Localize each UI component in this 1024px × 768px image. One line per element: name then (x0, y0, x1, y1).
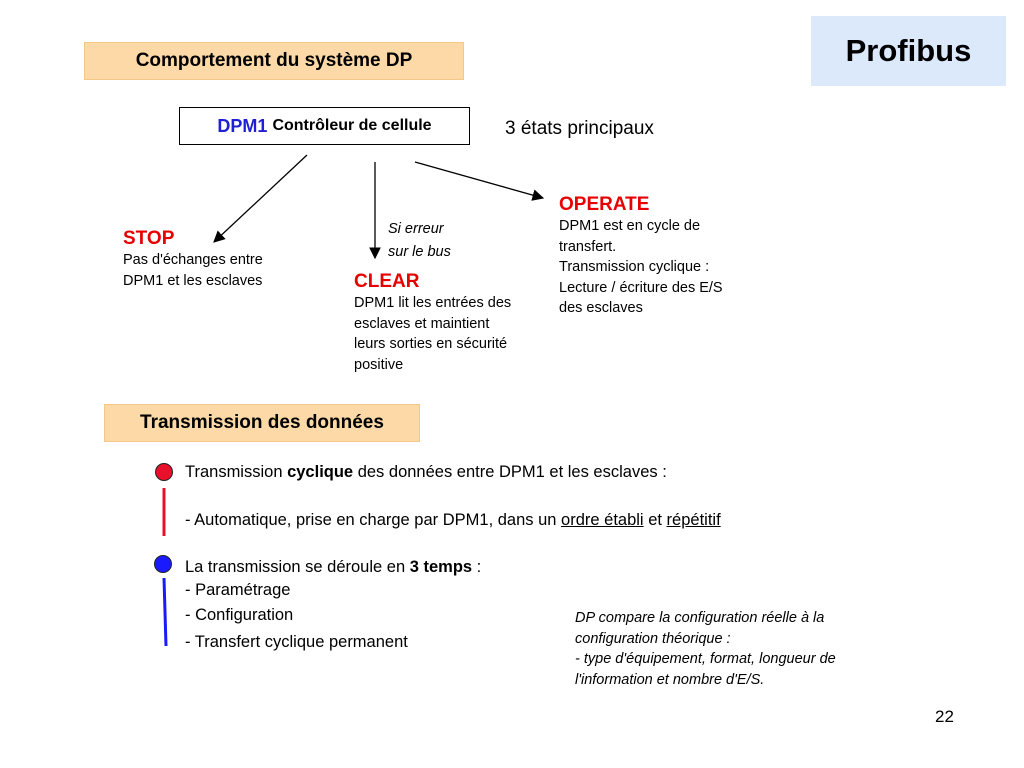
clear-line: esclaves et maintient (354, 315, 490, 332)
condition-line: sur le bus (388, 244, 451, 260)
transmission-step: - Transfert cyclique permanent (185, 633, 408, 651)
states-label: 3 états principaux (505, 118, 654, 139)
section-header-behaviour: Comportement du système DP (82, 40, 466, 82)
text-fragment: : (472, 558, 482, 576)
note-line: configuration théorique : (575, 630, 731, 647)
blue-bullet-icon (154, 555, 172, 573)
condition-line: Si erreur (388, 221, 444, 237)
operate-line: Transmission cyclique : (559, 259, 710, 275)
clear-line: leurs sorties en sécurité (354, 336, 508, 352)
section-header-transmission: Transmission des données (102, 402, 422, 444)
text-fragment: et (643, 511, 667, 529)
arrow-to-operate (415, 162, 543, 198)
text-fragment: Transmission (185, 463, 288, 481)
blue-bar (164, 578, 166, 646)
text-fragment: La transmission se déroule en (185, 558, 410, 576)
state-stop (123, 228, 263, 291)
red-bullet-icon (155, 463, 173, 481)
transmission-point-2 (185, 555, 481, 579)
operate-line: Lecture / écriture des E/S (559, 279, 723, 296)
transmission-point-1-detail (185, 508, 721, 532)
operate-line: DPM1 est en cycle de (559, 218, 701, 234)
stop-line: DPM1 et les esclaves (123, 272, 263, 289)
configuration-note (575, 608, 836, 690)
clear-line: positive (354, 356, 404, 373)
clear-line: DPM1 lit les entrées des (354, 295, 512, 311)
controller-description: Contrôleur de cellule (272, 117, 432, 134)
text-fragment: des données entre DPM1 et les esclaves : (353, 463, 667, 481)
note-line: DP compare la configuration réelle à la (575, 610, 825, 626)
stop-title: STOP (123, 228, 175, 249)
page-number: 22 (935, 707, 954, 726)
underlined-text: répétitif (666, 511, 721, 529)
operate-line: transfert. (559, 238, 617, 255)
state-clear (354, 271, 511, 375)
clear-condition (388, 218, 451, 264)
operate-line: des esclaves (559, 300, 643, 316)
transmission-step: - Paramétrage (185, 581, 291, 599)
note-line: - type d'équipement, format, longueur de (575, 651, 836, 667)
transmission-point-1 (185, 460, 667, 484)
slide-title: Profibus (811, 16, 1006, 86)
state-operate (559, 194, 723, 319)
text-bold: 3 temps (409, 558, 473, 576)
underlined-text: ordre établi (561, 511, 644, 529)
controller-name: DPM1 (217, 115, 268, 136)
text-fragment: - Automatique, prise en charge par DPM1, dans un (185, 511, 562, 529)
clear-title: CLEAR (354, 271, 420, 292)
transmission-step: - Configuration (185, 606, 294, 624)
operate-title: OPERATE (559, 194, 650, 215)
text-bold: cyclique (287, 463, 354, 481)
stop-line: Pas d'échanges entre (123, 252, 263, 268)
note-line: l'information et nombre d'E/S. (575, 671, 765, 688)
